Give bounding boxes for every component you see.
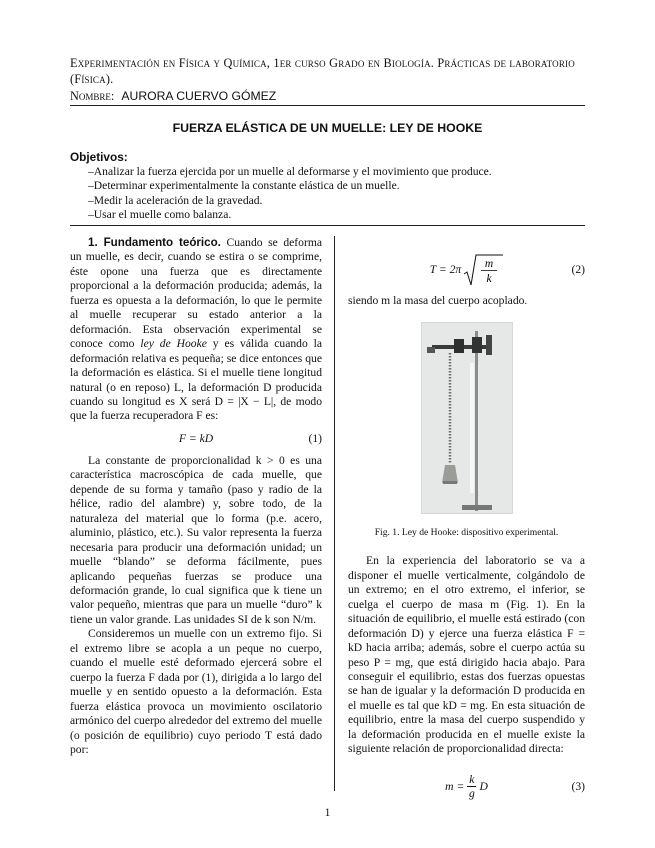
section1-heading: 1. Fundamento teórico. (88, 236, 221, 249)
equation-2-denominator: k (486, 273, 492, 285)
equation-3-denominator: g (468, 787, 475, 801)
equation-3-lhs: m = (445, 779, 465, 793)
objectives-divider (70, 225, 585, 226)
section1-p1-part-b: y es válida cuando la deformación relativa es pequeña; se dice entonces que la deformación es elástica. Si el muelle tiene longitud natural (o en reposo) L, la deformación D producida cuando su longitud es X será D = |X − L|, de modo que la fuerza recuperadora F es: (70, 337, 323, 423)
page-title: FUERZA ELÁSTICA DE UN MUELLE: LEY DE HOOKE (172, 121, 483, 135)
left-column (70, 236, 322, 757)
section1-paragraph1 (70, 236, 322, 424)
right-column (348, 236, 585, 811)
objective-item: –Determinar experimentalmente la constante elástica de un muelle. (88, 179, 400, 192)
student-name: AURORA CUERVO GÓMEZ (121, 89, 277, 103)
spring-apparatus-illustration (422, 323, 512, 513)
right-paragraph: En la experiencia del laboratorio se va a disponer el muelle verticalmente, colgándolo de un extremo; en el otro extremo, el inferior, se cuelga el cuerpo de masa m (Fig. 1). En la situación de equilibrio, el muelle está estirado (con deformación D) y ejerce una fuerza elástica F = kD hacia arriba; además, sobre el cuerpo actúa su peso P = mg, que está dirigido hacia abajo. Para conseguir el equilibrio, estas dos fuerzas opuestas se han de igualar y la deformación D producida en el muelle es tal que kD = mg. En esta situación de equilibrio, entre la masa del cuerpo suspendido y la deformación producida en el muelle existe la siguiente relación de proporcionalidad directa: (348, 554, 585, 756)
equation-2-number: (2) (571, 263, 585, 276)
equation-3 (348, 769, 585, 805)
objectives-heading: Objetivos: (70, 150, 128, 164)
section1-paragraph2: La constante de proporcionalidad k > 0 es una característica macroscópica de cada muelle, que depende de su forma y tamaño (paso y radio de la hélice, radio del alambre) y, sobre todo, de la naturaleza del material que lo forma (p.e. acero, aluminio, plástico, etc.). Su valor representa la fuerza necesaria para producir una deformación unidad; un muelle “blando” se deforma fácilmente, pues aplicando pequeñas fuerzas se produce una deformación grande, lo cual significa que k tiene un valor pequeño, mientras que para un muelle “duro” k tiene un valor grande. Las unidades SI de k son N/m. (70, 453, 322, 626)
header-divider (70, 105, 585, 106)
after-equation-2: siendo m la masa del cuerpo acoplado. (348, 294, 528, 307)
objective-item: –Medir la aceleración de la gravedad. (88, 193, 263, 207)
name-label: Nombre: (70, 89, 115, 103)
figure-1-caption: Fig. 1. Ley de Hooke: dispositivo experimental. (374, 526, 559, 538)
equation-2-numerator: m (485, 258, 494, 270)
equation-2 (348, 252, 585, 288)
figure-1 (348, 322, 585, 540)
objective-item: –Usar el muelle como balanza. (88, 208, 232, 221)
equation-3-body (445, 769, 488, 805)
objectives-block (70, 150, 585, 223)
hooke-law-term: ley de Hooke (140, 337, 207, 351)
equation-3-fraction (467, 773, 476, 800)
equation-1 (70, 430, 322, 448)
objective-item: –Analizar la fuerza ejercida por un muelle al deformarse y el movimiento que produce. (88, 164, 492, 178)
equation-2-lhs: T = 2π (429, 263, 462, 276)
equation-3-rhs: D (479, 779, 488, 793)
equation-2-body (430, 252, 503, 288)
spring-apparatus-photo (421, 322, 513, 514)
sqrt-fraction-icon (463, 252, 503, 288)
equation-1-body: F = kD (178, 431, 214, 445)
column-separator (334, 236, 335, 791)
student-name-line (70, 88, 585, 104)
equation-3-number: (3) (571, 779, 585, 793)
section1-p1-part-a: Cuando se deforma un muelle, es decir, cuando se estira o se comprime, éste opone una fuerza que es directamente proporcional a la deformación producida; además, la fuerza es opuesta a la deformación, lo que le permite al muelle recuperar su estado anterior a la deformación. Esta observación experimental se conoce como (70, 236, 322, 351)
section1-paragraph3: Consideremos un muelle con un extremo fijo. Si el extremo libre se acopla a un peque no cuerpo, cuando el muelle esté deformado ejercerá sobre el cuerpo la fuerza F dada por (1), dirigida a lo largo del muelle y en sentido opuesto a la deformación. Esta fuerza elástica provoca un movimiento oscilatorio armónico del cuerpo alrededor del extremo del muelle (o posición de equilibrio) cuyo periodo T está dado por: (70, 627, 322, 756)
equation-3-numerator: k (469, 773, 475, 787)
course-header: Experimentación en Física y Química, 1er curso Grado en Biología. Prácticas de laboratorio (Física). (70, 56, 575, 86)
equation-1-number: (1) (308, 431, 322, 445)
page-number: 1 (324, 806, 331, 819)
